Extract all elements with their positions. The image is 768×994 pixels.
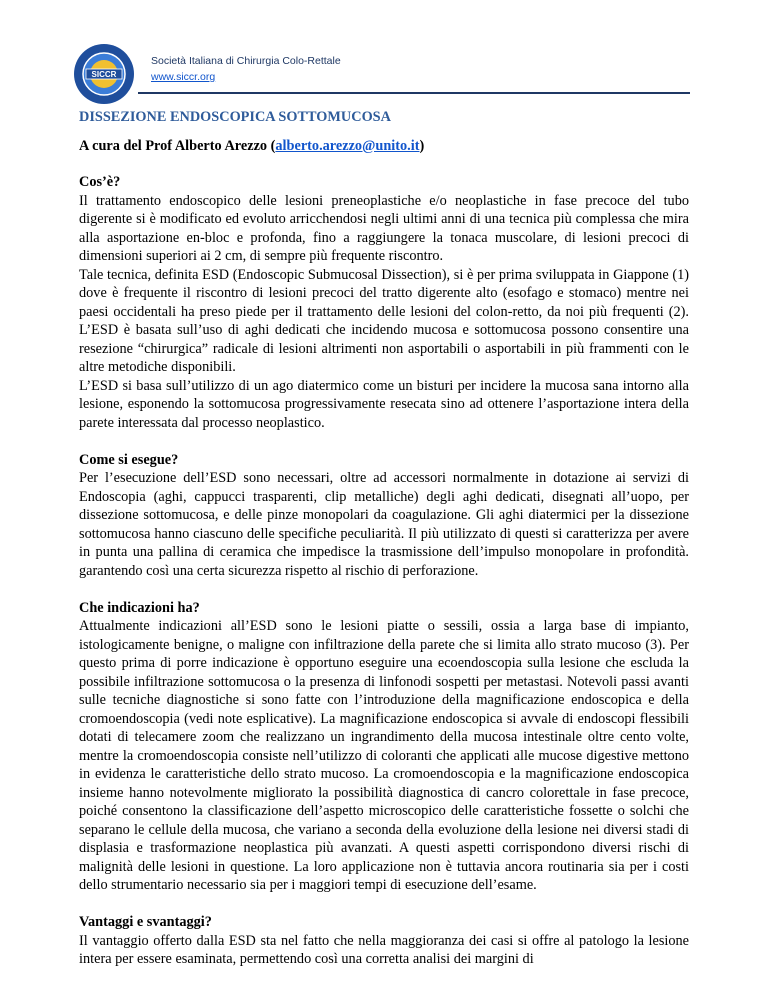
section-indicazioni (79, 599, 689, 895)
section-paragraph: Per l’esecuzione dell’ESD sono necessari, oltre ad accessori normalmente in dotazione ai servizi di Endoscopia (aghi, cappucci trasparenti, clip metalliche) degli aghi dedicati, disegnati all’uopo, per dissezione sottomucosa, e delle pinze monopolari da coagulazione. Gli aghi diatermici per la dissezione sottomucosa hanno ciascuno delle specifiche peculiarità. Il più utilizzato di questi si caratterizza per avere in punta una pallina di ceramica che impedisce la trasmissione dell’impulso monopolare in profondità. garantendo così una certa sicurezza rispetto al rischio di perforazione. (79, 470, 689, 579)
section-paragraph: Il vantaggio offerto dalla ESD sta nel fatto che nella maggioranza dei casi si offre al patologo la lesione intera per essere esaminata, permettendo così una corretta analisi dei margini di (79, 932, 689, 967)
author-byline (79, 137, 689, 156)
page-header (72, 30, 692, 94)
org-url-link[interactable]: www.siccr.org (151, 71, 216, 83)
logo-text: SICCR (91, 70, 117, 79)
section-heading: Cos’è? (79, 174, 121, 190)
org-info (151, 53, 341, 85)
section-come-si-esegue (79, 451, 689, 581)
section-vantaggi (79, 913, 689, 969)
org-name: Società Italiana di Chirurgia Colo-Rettale (151, 55, 341, 67)
document-body (79, 108, 689, 987)
byline-prefix: A cura del Prof Alberto Arezzo ( (79, 137, 276, 154)
section-heading: Vantaggi e svantaggi? (79, 914, 212, 930)
author-email-link[interactable]: alberto.arezzo@unito.it (275, 137, 420, 154)
section-cose (79, 173, 689, 432)
siccr-logo-icon (72, 42, 136, 106)
section-paragraph: Il trattamento endoscopico delle lesioni preneoplastiche e/o neoplastiche in fase precoce del tubo digerente si è modificato ed evoluto arricchendosi negli ultimi anni di una tecnica più complessa che mira alla asportazione en-bloc e profonda, fino a raggiungere la tonaca muscolare, di lesioni precoci di dimensioni superiori ai 2 cm, di sempre più frequente riscontro. (79, 192, 689, 264)
section-paragraph: Tale tecnica, definita ESD (Endoscopic Submucosal Dissection), si è per prima sviluppata in Giappone (1) dove è frequente il riscontro di lesioni precoci del tratto digerente alto (esofago e stomaco) mentre nei paesi occidentali ha preso piede per il trattamento delle lesioni del colon-retto, da noi più frequenti (2). L’ESD è basata sull’uso di aghi dedicati che incidendo mucosa e sottomucosa possono consentire una resezione “chirurgica” radicale di lesioni altrimenti non asportabili o asportabili in più frammenti con le altre metodiche disponibili. (79, 266, 689, 375)
document-title: DISSEZIONE ENDOSCOPICA SOTTOMUCOSA (79, 109, 391, 125)
section-heading: Come si esegue? (79, 451, 179, 468)
header-divider (138, 92, 690, 94)
section-paragraph: L’ESD si basa sull’utilizzo di un ago diatermico come un bisturi per incidere la mucosa sana intorno alla lesione, esponendo la sottomucosa progressivamente resecata sino ad ottenere l’asportazione intera della parete interessata dal processo neoplastico. (79, 377, 689, 431)
byline-suffix: ) (419, 137, 425, 154)
section-paragraph: Attualmente indicazioni all’ESD sono le lesioni piatte o sessili, ossia a larga base di impianto, istologicamente benigne, o maligne con infiltrazione della parete che si limita allo strato mucoso (3). Per questo prima di porre indicazione è opportuno eseguire una ecoendoscopia sulla lesione che escluda la possibile infiltrazione sottomucosa o la presenza di linfonodi sospetti per metastasi. Notevoli passi avanti sulle tecniche diagnostiche si sono fatte con l’introduzione della magnificazione endoscopica e della cromoendoscopia (vedi note esplicative). La magnificazione endoscopica si avvale di endoscopi flessibili dotati di telecamere zoom che realizzano un ingrandimento della mucosa intestinale oltre cento volte, mentre la cromoendoscopia consiste nell’utilizzo di coloranti che applicati alle mucose digestive mettono in evidenza le caratteristiche dello strato mucoso. La cromoendoscopia e la magnificazione endoscopica insieme hanno notevolmente migliorato la possibilità diagnostica di cancro colorettale in fase precoce, poiché consentono la classificazione dell’aspetto microscopico delle caratteristiche fossette o solchi che separano le cellule della mucosa, che variano a seconda della evoluzione della lesione nei diversi stadi di displasia e trasformazione neoplastica più avanzati. A questi aspetti corrispondono diversi rischi di malignità delle lesioni in questione. La loro applicazione non è tuttavia ancora routinaria sia per i costi dello strumentario necessario sia per i maggiori tempi di esecuzione dell’esame. (79, 618, 689, 893)
section-heading: Che indicazioni ha? (79, 599, 200, 616)
